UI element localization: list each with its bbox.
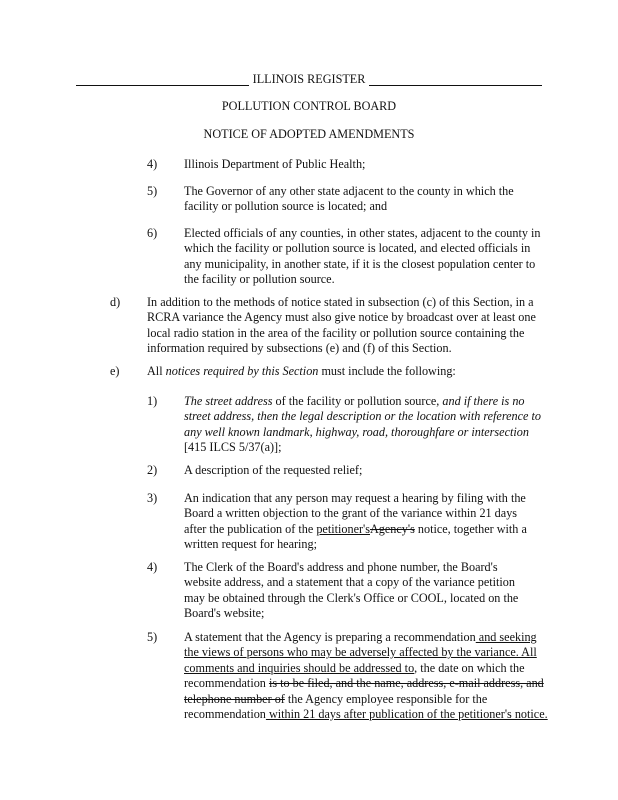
e2-number: 2): [147, 463, 158, 477]
e5-part-e: the Agency employee responsible for the recommendation: [184, 691, 488, 722]
section-e-lead: [147, 364, 547, 379]
item-4-text: Illinois Department of Public Health;: [184, 157, 366, 171]
section-d-text: In addition to the methods of notice stated in subsection (c) of this Section, in a RCRA variance the Agency must also give notice by broadcast over at least one local radio station in the area of the facility or pollution source containing the information required by subsections (e) and (f) of this Section.: [147, 295, 536, 356]
e3-agencys-deleted: Agency's: [369, 521, 415, 536]
e1-legal-description: and if there is no street address, then the legal description or the location with reference to any well known landmark, highway, road, thoroughfare or intersection: [184, 394, 541, 439]
board-title: POLLUTION CONTROL BOARD: [221, 99, 397, 113]
header-rule-right: [369, 75, 542, 86]
e5-text: [184, 630, 548, 722]
e4-text: The Clerk of the Board's address and phone number, the Board's website address, and a statement that a copy of the variance petition may be obtained through the Clerk's Office or COOL, located on the Board's website;: [184, 560, 519, 621]
e5-inserted-views: and seeking the views of persons who may be adversely affected by the variance. All comments and inquiries should be addressed to: [184, 630, 537, 675]
item-6-number: 6): [147, 226, 158, 240]
e3-part-a: An indication that any person may request a hearing by filing with the Board a written objection to the grant of the variance within 21 days after the publication of the: [184, 491, 526, 536]
e5-part-a: A statement that the Agency is preparing a recommendation: [184, 630, 476, 644]
e3-part-d: notice, together with a written request for hearing;: [184, 521, 527, 552]
e2-text: A description of the requested relief;: [184, 463, 363, 477]
e4-number: 4): [147, 560, 158, 574]
e3-petitioners-inserted: petitioner's: [316, 521, 370, 536]
section-e-label: e): [110, 364, 120, 378]
e5-number: 5): [147, 630, 158, 644]
section-e-lead-c: must include the following:: [318, 364, 456, 378]
section-e-lead-a: All: [147, 364, 166, 378]
item-6-text: Elected officials of any counties, in other states, adjacent to the county in which the facility or pollution source is located, and elected officials in any municipality, in another state, if it is the closest population center to the facility or pollution source.: [184, 226, 541, 287]
notice-title: NOTICE OF ADOPTED AMENDMENTS: [203, 127, 415, 141]
e5-deleted-contact: is to be filed, and the name, address, e-mail address, and telephone number of: [184, 676, 544, 706]
section-e-lead-italic: notices required by this Section: [165, 364, 319, 378]
item-4-number: 4): [147, 157, 158, 171]
item-5-text: The Governor of any other state adjacent to the county in which the facility or pollution source is located; and: [184, 184, 514, 214]
e1-citation: [415 ILCS 5/37(a)];: [184, 440, 282, 455]
register-title: ILLINOIS REGISTER: [252, 72, 366, 86]
e3-text: [184, 491, 542, 553]
e5-part-c: , the date on which the recommendation: [184, 660, 525, 691]
e5-inserted-deadline: within 21 days after publication of the petitioner's notice.: [265, 707, 548, 722]
item-5-number: 5): [147, 184, 158, 198]
e1-facility: of the facility or pollution source,: [272, 394, 443, 408]
e1-number: 1): [147, 394, 158, 408]
e1-text: [184, 394, 544, 456]
register-header: [76, 72, 542, 87]
e3-number: 3): [147, 491, 158, 505]
e1-street-address: The street address: [184, 394, 273, 408]
section-d-label: d): [110, 295, 121, 309]
header-rule-left: [76, 75, 249, 86]
